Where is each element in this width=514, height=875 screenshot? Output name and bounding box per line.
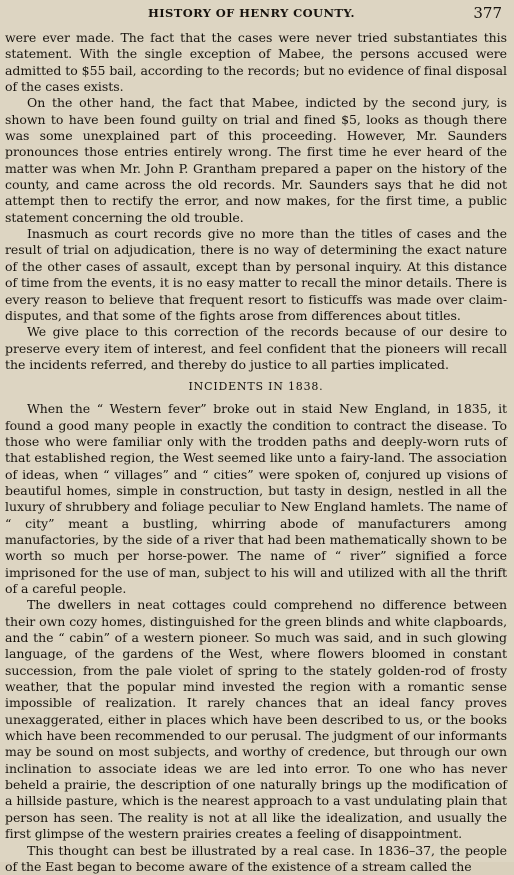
paragraph-correction: We give place to this correction of the records because of our desire to preserve every item of interest, and feel confident that the pioneers will recall the incidents referred, and thereby do justice to all parties implicated. [5,324,507,373]
paragraph-neat-cottages: The dwellers in neat cottages could comprehend no difference between their own cozy homes, distinguished for the green blinds and white clapboards, and the “ cabin” of a western pioneer. So much was said, and in such glowing language, of the gardens of the West, where flowers bloomed in constant succession, from the pale violet of spring to the stately golden-rod of frosty weather, that the popular mind invested the region with a romantic sense impossible of realization. It rarely chances that an ideal fancy proves unexaggerated, either in places which have been described to us, or the books which have been recommended to our perusal. The judgment of our informants may be sound on most subjects, and worthy of credence, but through our own inclination to associate ideas we are led into error. To one who has never beheld a prairie, the description of one naturally brings up the modification of a hillside pasture, which is the nearest approach to a vast undulating plain that person has seen. The reality is not at all like the idealization, and usually the first glimpse of the western prairies creates a feeling of disappointment. [5,597,507,842]
running-head [0,6,514,22]
section-heading: INCIDENTS IN 1838. [5,379,507,395]
paragraph-court-records: Inasmuch as court records give no more than the titles of cases and the result of trial on adjudication, there is no way of determining the exact nature of the other cases of assault, except than by personal inquiry. At this distance of time from the events, it is no easy matter to recall the minor details. There is every reason to believe that frequent resort to fisticuffs was made over claim-disputes, and that some of the fights arose from differences about titles. [5,226,507,324]
paragraph-real-case: This thought can best be illustrated by a real case. In 1836–37, the people of the East began to become aware of the existence of a stream called the [5,843,507,875]
body-text [5,30,507,875]
paragraph-western-fever: When the “ Western fever” broke out in staid New England, in 1835, it found a good many people in exactly the condition to contract the disease. To those who were familiar only with the trodden paths and deeply-worn ruts of that established region, the West seemed like unto a fairy-land. The association of ideas, when “ villages” and “ cities” were spoken of, conjured up visions of beautiful homes, simple in construction, but tasty in design, nestled in all the luxury of shrubbery and foliage peculiar to New England hamlets. The name of “ city” meant a bustling, whirring abode of manufacturers among manufactories, by the side of a river that had been mathematically shown to be worth so much per horse-power. The name of “ river” signified a force imprisoned for the use of man, subject to his will and utilized with all the thrift of a careful people. [5,401,507,597]
page-number: 377 [473,4,502,22]
paragraph-continuation: were ever made. The fact that the cases were never tried substantiates this statement. With the single exception of Mabee, the persons accused were admitted to $55 bail, according to the records; but no evidence of final disposal of the cases exists. [5,30,507,95]
running-title: HISTORY OF HENRY COUNTY. [148,6,355,20]
paragraph-mabee-verdict: On the other hand, the fact that Mabee, indicted by the second jury, is shown to have been found guilty on trial and fined $5, looks as though there was some unexplained part of this proceeding. However, Mr. Saunders pronounces those entries entirely wrong. The first time he ever heard of the matter was when Mr. John P. Grantham prepared a paper on the history of the county, and came across the old records. Mr. Saunders says that he did not attempt then to rectify the error, and now makes, for the first time, a public statement concerning the old trouble. [5,95,507,226]
